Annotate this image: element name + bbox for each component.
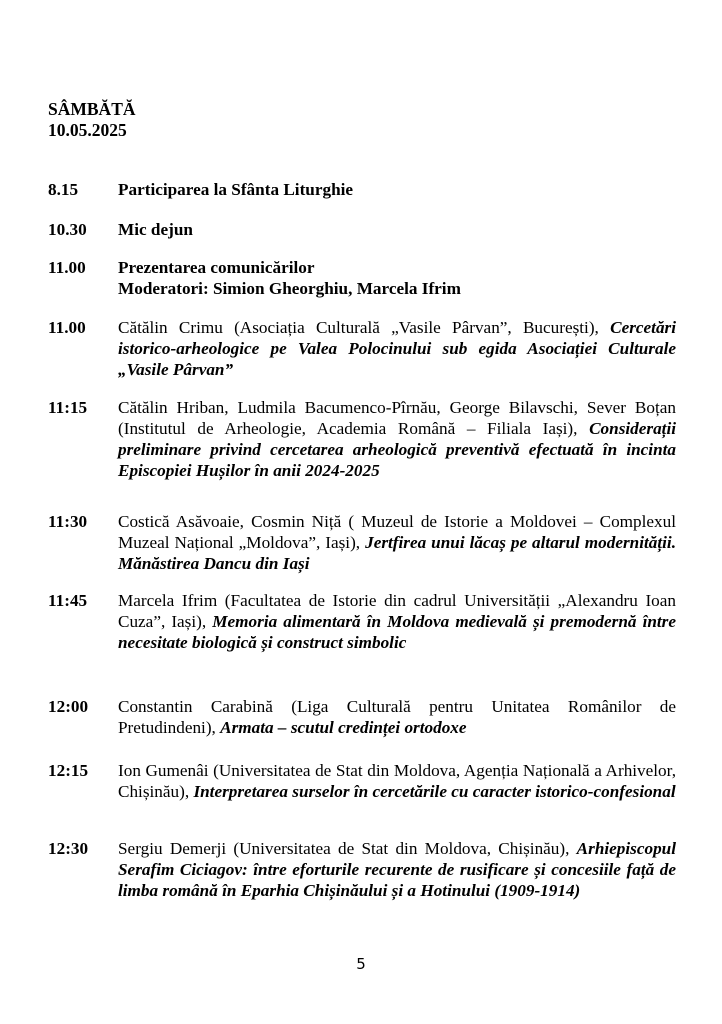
entry-time: 11:30 <box>48 512 88 531</box>
entry-time: 12:00 <box>48 697 89 716</box>
entry-text: Mic dejun <box>118 220 193 239</box>
entry-title: Arhiepiscopul Serafim Ciciagov: între eforturile recurente de rusificare și concesiile față de limba română în Eparhia Chișinăului și a Hotinului (1909-1914) <box>118 839 676 900</box>
entry-time: 11.00 <box>48 318 86 337</box>
entry-title: Interpretarea surselor în cercetările cu caracter istorico-confesional <box>193 782 676 801</box>
schedule-entry <box>48 760 676 802</box>
entry-author: Marcela Ifrim (Facultatea de Istorie din cadrul Universității „Alexandru Ioan Cuza”, Iași), <box>118 591 676 631</box>
schedule-entry <box>48 696 676 738</box>
schedule-entry <box>48 590 676 653</box>
entry-author: Costică Asăvoaie, Cosmin Niță ( Muzeul de Istorie a Moldovei – Complexul Muzeal Național „Moldova”, Iași), <box>118 512 676 552</box>
page-number: 5 <box>356 955 366 973</box>
session-title: Prezentarea comunicărilor <box>118 258 315 277</box>
entry-time: 11.00 <box>48 258 86 277</box>
day-label: SÂMBĂTĂ <box>48 99 136 119</box>
moderators: Moderatori: Simion Gheorghiu, Marcela Ifrim <box>118 279 461 298</box>
entry-title: Memoria alimentară în Moldova medievală și premodernă între necesitate biologică și construct simbolic <box>118 612 677 652</box>
entry-time: 12:30 <box>48 839 89 858</box>
entry-author: Ion Gumenâi (Universitatea de Stat din Moldova, Agenția Națională a Arhivelor, Chișinău), <box>118 761 676 801</box>
entry-author: Cătălin Hriban, Ludmila Bacumenco-Pîrnău, George Bilavschi, Sever Boțan (Institutul de Arheologie, Academia Română – Filiala Iași), <box>118 398 676 438</box>
schedule-entry <box>48 179 676 200</box>
entry-title: Armata – scutul credinței ortodoxe <box>220 718 467 737</box>
entry-title: Considerații preliminare privind cercetarea arheologică preventivă efectuată în incinta Episcopiei Hușilor în anii 2024-2025 <box>118 419 676 480</box>
entry-author: Constantin Carabină (Liga Culturală pentru Unitatea Românilor de Pretudindeni), <box>118 697 676 737</box>
entry-author: Sergiu Demerji (Universitatea de Stat din Moldova, Chișinău), <box>118 839 577 858</box>
schedule-entry <box>48 511 676 574</box>
entry-title: Cercetări istorico-arheologice pe Valea Polocinului sub egida Asociației Culturale „Vasile Pârvan” <box>118 318 676 379</box>
schedule-entry <box>48 838 676 901</box>
entry-author: Cătălin Crimu (Asociația Culturală „Vasile Pârvan”, București), <box>118 318 611 337</box>
entry-time: 10.30 <box>48 220 87 239</box>
day-header <box>48 99 136 141</box>
schedule-entry <box>48 257 676 299</box>
entry-text: Participarea la Sfânta Liturghie <box>118 180 354 199</box>
entry-time: 8.15 <box>48 180 79 199</box>
date-label: 10.05.2025 <box>48 120 127 140</box>
schedule-entry <box>48 397 676 481</box>
entry-time: 11:15 <box>48 398 88 417</box>
entry-title: Jertfirea unui lăcaș pe altarul modernității. Mănăstirea Dancu din Iași <box>118 533 676 573</box>
schedule-entry <box>48 317 676 380</box>
schedule-entry <box>48 219 676 240</box>
entry-time: 11:45 <box>48 591 88 610</box>
entry-time: 12:15 <box>48 761 89 780</box>
